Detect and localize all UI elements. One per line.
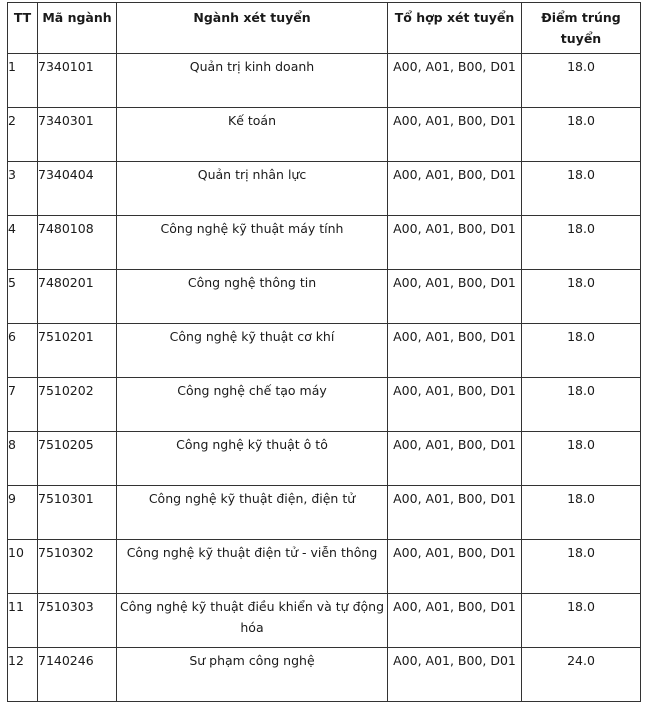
- cell-nganh: Quản trị nhân lực: [117, 162, 388, 216]
- cell-to-hop: A00, A01, B00, D01: [388, 270, 522, 324]
- cell-diem: 18.0: [522, 540, 641, 594]
- cell-to-hop: A00, A01, B00, D01: [388, 162, 522, 216]
- cell-ma-nganh: 7140246: [38, 648, 117, 702]
- cell-tt: 12: [8, 648, 38, 702]
- cell-to-hop: A00, A01, B00, D01: [388, 378, 522, 432]
- cell-to-hop: A00, A01, B00, D01: [388, 648, 522, 702]
- cell-nganh: Công nghệ kỹ thuật điều khiển và tự động hóa: [117, 594, 388, 648]
- cell-tt: 9: [8, 486, 38, 540]
- cell-ma-nganh: 7510202: [38, 378, 117, 432]
- header-row: [8, 3, 641, 54]
- cell-nganh: Công nghệ kỹ thuật điện tử - viễn thông: [117, 540, 388, 594]
- cell-ma-nganh: 7510303: [38, 594, 117, 648]
- cell-to-hop: A00, A01, B00, D01: [388, 216, 522, 270]
- header-nganh: Ngành xét tuyển: [117, 3, 388, 54]
- table-row: [8, 54, 641, 108]
- cell-nganh: Quản trị kinh doanh: [117, 54, 388, 108]
- cell-nganh: Công nghệ chế tạo máy: [117, 378, 388, 432]
- cell-tt: 5: [8, 270, 38, 324]
- cell-tt: 3: [8, 162, 38, 216]
- cell-tt: 10: [8, 540, 38, 594]
- table-row: [8, 162, 641, 216]
- cell-ma-nganh: 7510302: [38, 540, 117, 594]
- cell-diem: 18.0: [522, 486, 641, 540]
- cell-tt: 1: [8, 54, 38, 108]
- cell-tt: 4: [8, 216, 38, 270]
- table-row: [8, 216, 641, 270]
- cell-nganh: Kế toán: [117, 108, 388, 162]
- cell-tt: 2: [8, 108, 38, 162]
- table-row: [8, 270, 641, 324]
- cell-tt: 7: [8, 378, 38, 432]
- cell-ma-nganh: 7510201: [38, 324, 117, 378]
- cell-ma-nganh: 7340404: [38, 162, 117, 216]
- cell-ma-nganh: 7340301: [38, 108, 117, 162]
- cell-tt: 11: [8, 594, 38, 648]
- cell-to-hop: A00, A01, B00, D01: [388, 54, 522, 108]
- cell-ma-nganh: 7510205: [38, 432, 117, 486]
- cell-diem: 18.0: [522, 54, 641, 108]
- cell-to-hop: A00, A01, B00, D01: [388, 594, 522, 648]
- cell-tt: 6: [8, 324, 38, 378]
- table-row: [8, 648, 641, 702]
- cell-nganh: Sư phạm công nghệ: [117, 648, 388, 702]
- cell-diem: 18.0: [522, 324, 641, 378]
- cell-nganh: Công nghệ kỹ thuật máy tính: [117, 216, 388, 270]
- cell-to-hop: A00, A01, B00, D01: [388, 486, 522, 540]
- table-body: [8, 54, 641, 702]
- cell-diem: 24.0: [522, 648, 641, 702]
- cell-ma-nganh: 7340101: [38, 54, 117, 108]
- cell-diem: 18.0: [522, 162, 641, 216]
- cell-to-hop: A00, A01, B00, D01: [388, 432, 522, 486]
- cell-to-hop: A00, A01, B00, D01: [388, 540, 522, 594]
- table-row: [8, 486, 641, 540]
- table-row: [8, 378, 641, 432]
- cell-ma-nganh: 7510301: [38, 486, 117, 540]
- table-row: [8, 324, 641, 378]
- cell-to-hop: A00, A01, B00, D01: [388, 324, 522, 378]
- cell-nganh: Công nghệ kỹ thuật ô tô: [117, 432, 388, 486]
- header-ma-nganh: Mã ngành: [38, 3, 117, 54]
- cell-diem: 18.0: [522, 432, 641, 486]
- cell-ma-nganh: 7480201: [38, 270, 117, 324]
- cell-to-hop: A00, A01, B00, D01: [388, 108, 522, 162]
- cell-diem: 18.0: [522, 270, 641, 324]
- table-row: [8, 108, 641, 162]
- cell-diem: 18.0: [522, 216, 641, 270]
- table-row: [8, 432, 641, 486]
- header-diem: Điểm trúng tuyển: [522, 3, 641, 54]
- cell-nganh: Công nghệ kỹ thuật điện, điện tử: [117, 486, 388, 540]
- cell-nganh: Công nghệ thông tin: [117, 270, 388, 324]
- cell-ma-nganh: 7480108: [38, 216, 117, 270]
- table-row: [8, 540, 641, 594]
- cell-nganh: Công nghệ kỹ thuật cơ khí: [117, 324, 388, 378]
- cell-diem: 18.0: [522, 378, 641, 432]
- header-to-hop: Tổ hợp xét tuyển: [388, 3, 522, 54]
- table-row: [8, 594, 641, 648]
- cell-diem: 18.0: [522, 108, 641, 162]
- header-tt: TT: [8, 3, 38, 54]
- cell-diem: 18.0: [522, 594, 641, 648]
- cell-tt: 8: [8, 432, 38, 486]
- admissions-table: [7, 2, 641, 702]
